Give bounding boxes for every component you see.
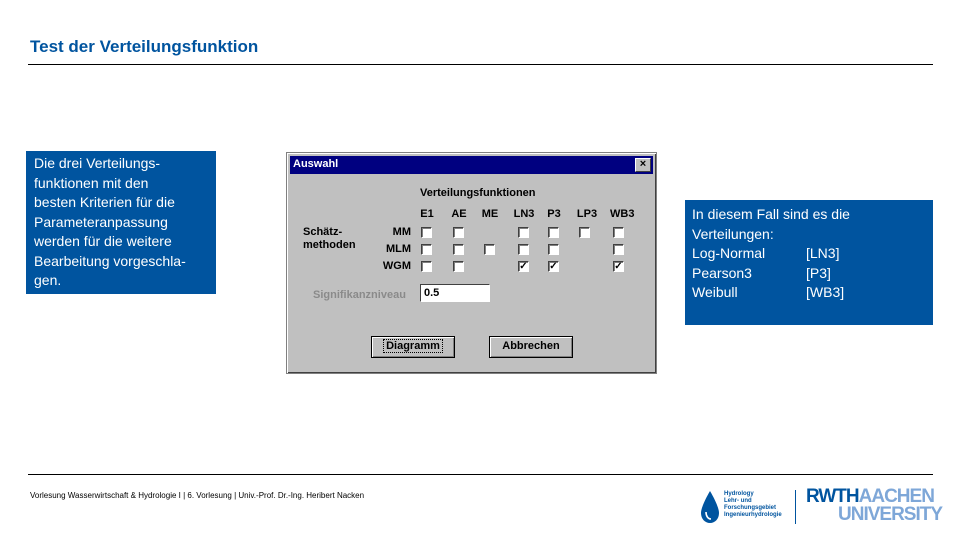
footer-text: Vorlesung Wasserwirtschaft & Hydrologie I | 6. Vorlesung | Univ.-Prof. Dr.-Ing. Heribert Nacken <box>30 491 365 500</box>
info-box-left: Die drei Verteilungs- funktionen mit den besten Kriterien für die Parameteranpassung werden für die weitere Bearbeitung vorgeschla- gen. <box>26 151 216 294</box>
method-label-2: methoden <box>303 239 356 251</box>
dist-row <box>692 264 933 284</box>
dist-name: Weibull <box>692 284 738 300</box>
method-label-1: Schätz- <box>303 226 343 238</box>
dist-code: [LN3] <box>806 245 840 261</box>
dialog-titlebar <box>290 156 653 174</box>
checkbox[interactable] <box>421 261 432 272</box>
checkbox[interactable] <box>548 244 559 255</box>
top-divider <box>28 64 933 65</box>
significance-label: Signifikanzniveau <box>313 289 406 301</box>
checkbox[interactable] <box>453 227 464 238</box>
selection-dialog <box>286 152 657 374</box>
dist-name: Log-Normal <box>692 245 766 261</box>
bottom-divider <box>28 474 933 475</box>
checkbox[interactable] <box>518 227 529 238</box>
dist-code: [P3] <box>806 264 831 281</box>
column-header: WB3 <box>610 208 635 220</box>
hydrology-logo-text: Hydrology Lehr- und Forschungsgebiet Ingenieurhydrologie <box>724 491 782 518</box>
university-text: UNIVERSITY <box>838 504 943 525</box>
diagram-button[interactable] <box>371 336 455 358</box>
dialog-title: Auswahl <box>293 158 339 170</box>
slide-title: Test der Verteilungsfunktion <box>30 37 259 56</box>
dist-name: Pearson3 <box>692 264 752 281</box>
dist-code: [WB3] <box>806 284 845 300</box>
info-box-right <box>685 200 933 325</box>
checkbox[interactable] <box>548 227 559 238</box>
column-header: P3 <box>547 208 561 220</box>
checkbox[interactable] <box>453 244 464 255</box>
water-drop-icon <box>700 490 720 524</box>
dist-row <box>692 244 933 264</box>
aachen-text: AACHEN <box>858 486 934 507</box>
checkbox[interactable] <box>484 244 495 255</box>
column-header: E1 <box>420 208 434 220</box>
checkbox[interactable] <box>421 227 432 238</box>
diagram-button-label: Diagramm <box>386 340 440 352</box>
checkbox[interactable] <box>613 227 624 238</box>
logo-divider <box>795 490 796 524</box>
row-label: MM <box>392 226 411 238</box>
section-title: Verteilungsfunktionen <box>420 187 536 199</box>
checkbox[interactable]: ✓ <box>519 261 528 272</box>
rwth-text: RWTH <box>806 486 859 507</box>
cancel-button[interactable]: Abbrechen <box>489 336 573 358</box>
column-header: LP3 <box>576 208 598 220</box>
dist-row <box>692 283 933 303</box>
checkbox[interactable] <box>613 244 624 255</box>
significance-input[interactable]: 0.5 <box>420 284 490 302</box>
checkbox[interactable] <box>421 244 432 255</box>
checkbox[interactable] <box>453 261 464 272</box>
info-intro: In diesem Fall sind es die Verteilungen: <box>692 206 850 242</box>
column-header: LN3 <box>513 208 535 220</box>
checkbox[interactable] <box>518 244 529 255</box>
close-icon[interactable]: × <box>635 158 651 172</box>
column-header: AE <box>451 208 467 220</box>
checkbox[interactable] <box>579 227 590 238</box>
row-label: MLM <box>385 243 411 255</box>
column-header: ME <box>481 208 499 220</box>
checkbox[interactable]: ✓ <box>614 261 623 272</box>
checkbox[interactable]: ✓ <box>549 261 558 272</box>
row-label: WGM <box>382 260 411 272</box>
